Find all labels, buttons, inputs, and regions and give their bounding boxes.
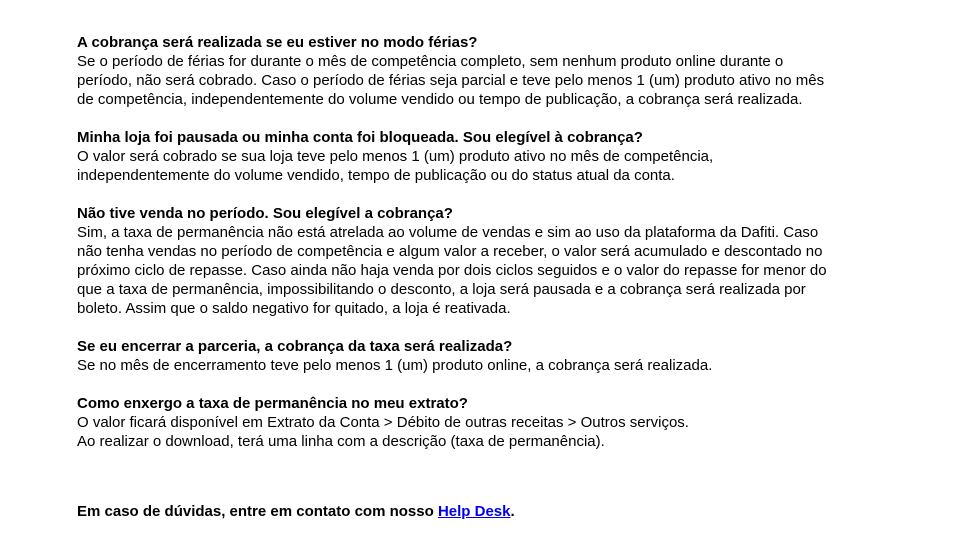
faq-question: Não tive venda no período. Sou elegível a cobrança? (77, 205, 453, 222)
faq-list (77, 33, 887, 451)
faq-question: A cobrança será realizada se eu estiver no modo férias? (77, 34, 478, 51)
faq-answer-line: próximo ciclo de repasse. Caso ainda não haja venda por dois ciclos seguidos e o valor do repasse for menor do (77, 262, 827, 279)
faq-answer-line: que a taxa de permanência, impossibilitando o desconto, a loja será pausada e a cobrança será realizada por (77, 281, 806, 298)
faq-answer (77, 223, 887, 318)
faq-answer-line: Se o período de férias for durante o mês de competência completo, sem nenhum produto online durante o (77, 53, 784, 70)
faq-answer-line: O valor será cobrado se sua loja teve pelo menos 1 (um) produto ativo no mês de competência, (77, 148, 714, 165)
help-desk-link[interactable]: Help Desk (437, 503, 511, 520)
faq-answer (77, 413, 887, 451)
faq-answer-line: Ao realizar o download, terá uma linha com a descrição (taxa de permanência). (77, 433, 605, 450)
faq-answer-line: período, não será cobrado. Caso o período de férias seja parcial e teve pelo menos 1 (um) produto ativo no mês (77, 72, 825, 89)
footer-text: Em caso de dúvidas, entre em contato com nosso (77, 503, 438, 520)
faq-question: Como enxergo a taxa de permanência no meu extrato? (77, 395, 468, 412)
faq-answer-line: não tenha vendas no período de competência e algum valor a receber, o valor será acumulado e descontado no (77, 243, 823, 260)
faq-item-store-paused (77, 128, 887, 185)
faq-item-end-partnership (77, 337, 887, 375)
faq-item-no-sales (77, 204, 887, 318)
footer-period: . (510, 503, 515, 520)
faq-answer-line: Sim, a taxa de permanência não está atrelada ao volume de vendas e sim ao uso da plataforma da Dafiti. Caso (77, 224, 819, 241)
faq-answer (77, 52, 887, 109)
contact-footer (77, 502, 515, 521)
faq-item-vacation-mode (77, 33, 887, 109)
faq-answer-line: O valor ficará disponível em Extrato da Conta > Débito de outras receitas > Outros serviços. (77, 414, 689, 431)
faq-answer-line: de competência, independentemente do volume vendido ou tempo de publicação, a cobrança será realizada. (77, 91, 803, 108)
faq-answer (77, 356, 887, 375)
faq-answer-line: boleto. Assim que o saldo negativo for quitado, a loja é reativada. (77, 300, 511, 317)
faq-question: Se eu encerrar a parceria, a cobrança da taxa será realizada? (77, 338, 513, 355)
faq-item-statement (77, 394, 887, 451)
faq-question: Minha loja foi pausada ou minha conta foi bloqueada. Sou elegível à cobrança? (77, 129, 643, 146)
faq-answer (77, 147, 887, 185)
faq-answer-line: Se no mês de encerramento teve pelo menos 1 (um) produto online, a cobrança será realizada. (77, 357, 713, 374)
faq-answer-line: independentemente do volume vendido, tempo de publicação ou do status atual da conta. (77, 167, 675, 184)
